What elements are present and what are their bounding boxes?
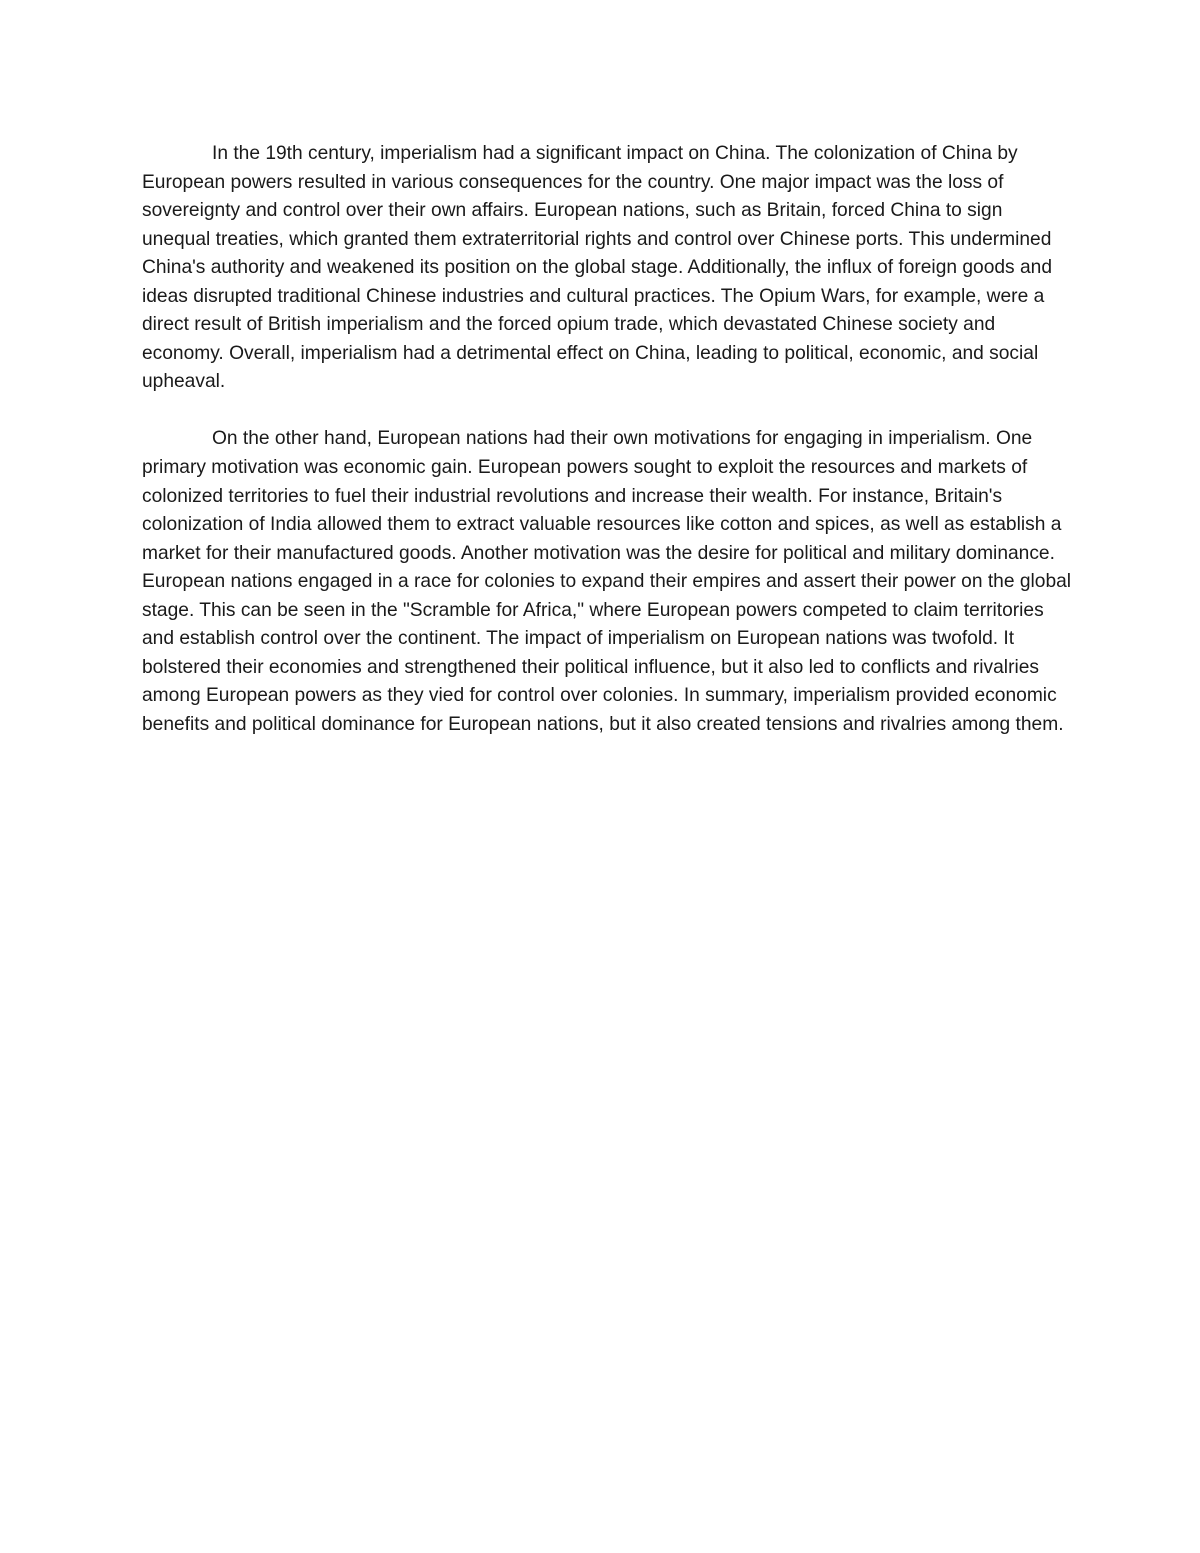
paragraph-china-impact: In the 19th century, imperialism had a significant impact on China. The colonization of China by European powers resulted in various consequences for the country. One major impact was the loss of sovereignty and control over their own affairs. European nations, such as Britain, forced China to sign unequal treaties, which granted them extraterritorial rights and control over Chinese ports. This undermined China's authority and weakened its position on the global stage. Additionally, the influx of foreign goods and ideas disrupted traditional Chinese industries and cultural practices. The Opium Wars, for example, were a direct result of British imperialism and the forced opium trade, which devastated Chinese society and economy. Overall, imperialism had a detrimental effect on China, leading to political, economic, and social upheaval. xyxy=(142,143,1052,393)
paragraph-european-motivations: On the other hand, European nations had their own motivations for engaging in imperialism. One primary motivation was economic gain. European powers sought to exploit the resources and markets of colonized territories to fuel their industrial revolutions and increase their wealth. For instance, Britain's colonization of India allowed them to extract valuable resources like cotton and spices, as well as establish a market for their manufactured goods. Another motivation was the desire for political and military dominance. European nations engaged in a race for colonies to expand their empires and assert their power on the global stage. This can be seen in the "Scramble for Africa," where European powers competed to claim territories and establish control over the continent. The impact of imperialism on European nations was twofold. It bolstered their economies and strengthened their political influence, but it also led to conflicts and rivalries among European powers as they vied for control over colonies. In summary, imperialism provided economic benefits and political dominance for European nations, but it also created tensions and rivalries among them. xyxy=(142,428,1072,735)
document-body xyxy=(142,140,1072,768)
